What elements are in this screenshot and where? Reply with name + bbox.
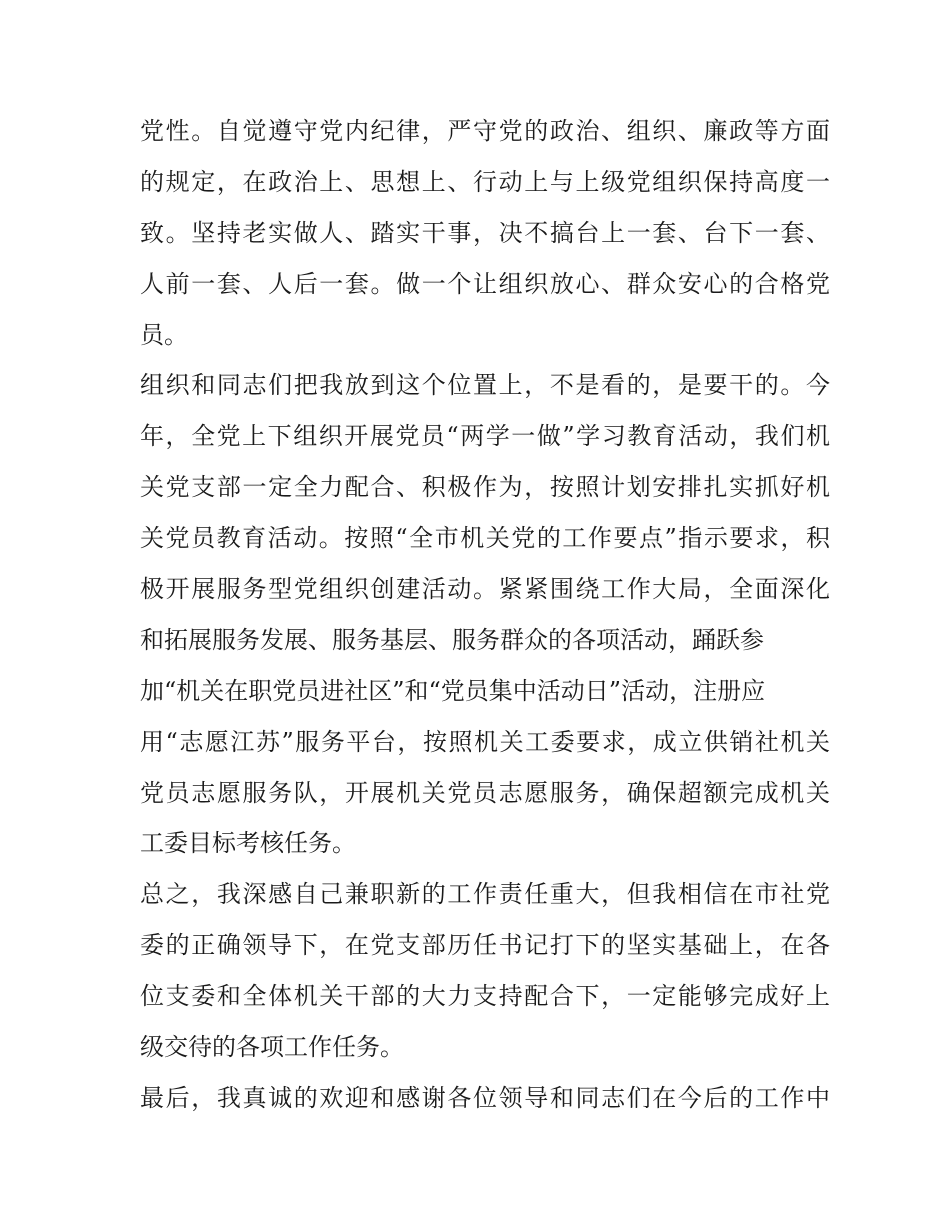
- text-line: 总之，我深感自己兼职新的工作责任重大，但我相信在市社党: [140, 880, 830, 909]
- text-line: 和拓展服务发展、服务基层、服务群众的各项活动，踊跃参: [140, 625, 764, 654]
- text-line: 最后，我真诚的欢迎和感谢各位领导和同志们在今后的工作中: [140, 1083, 830, 1112]
- text-line: 党员志愿服务队，开展机关党员志愿服务，确保超额完成机关: [140, 778, 830, 807]
- document-body: [140, 106, 830, 1124]
- text-line: 关党员教育活动。按照“全市机关党的工作要点”指示要求，积: [140, 524, 830, 553]
- paragraph-party-discipline: [140, 106, 830, 360]
- text-line: 委的正确领导下，在党支部历任书记打下的坚实基础上，在各: [140, 931, 830, 960]
- text-line: 党性。自觉遵守党内纪律，严守党的政治、组织、廉政等方面: [140, 117, 830, 145]
- text-line: 关党支部一定全力配合、积极作为，按照计划安排扎实抓好机: [140, 473, 830, 502]
- paragraph-closing: [140, 1073, 830, 1124]
- paragraph-work-plan: [140, 360, 830, 869]
- text-line: 用“志愿江苏”服务平台，按照机关工委要求，成立供销社机关: [140, 727, 830, 756]
- text-line: 极开展服务型党组织创建活动。紧紧围绕工作大局，全面深化: [140, 575, 830, 604]
- text-line: 组织和同志们把我放到这个位置上，不是看的，是要干的。今: [140, 371, 830, 400]
- text-line: 年，全党上下组织开展党员“两学一做”学习教育活动，我们机: [140, 422, 830, 451]
- text-line: 人前一套、人后一套。做一个让组织放心、群众安心的合格党: [140, 269, 830, 298]
- text-line: 级交待的各项工作任务。: [140, 1033, 404, 1062]
- text-line: 员。: [140, 320, 188, 349]
- text-line: 工委目标考核任务。: [140, 829, 356, 858]
- paragraph-summary: [140, 869, 830, 1073]
- text-line: 的规定，在政治上、思想上、行动上与上级党组织保持高度一: [140, 167, 830, 196]
- text-line: 致。坚持老实做人、踏实干事，决不搞台上一套、台下一套、: [140, 218, 830, 247]
- text-line: 加“机关在职党员进社区”和“党员集中活动日”活动，注册应: [140, 676, 766, 705]
- text-line: 位支委和全体机关干部的大力支持配合下，一定能够完成好上: [140, 982, 830, 1011]
